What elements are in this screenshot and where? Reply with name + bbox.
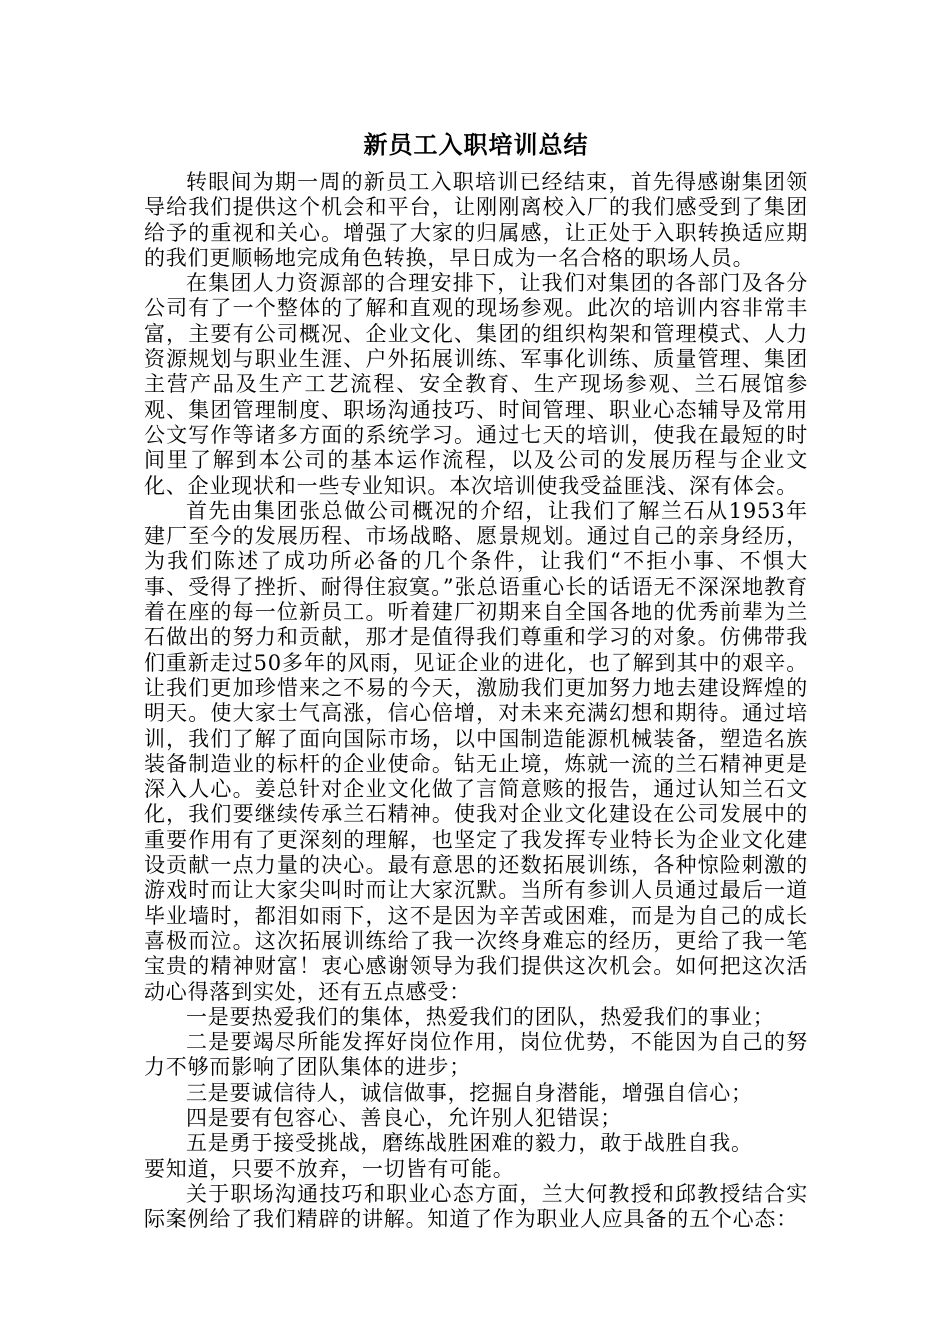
list-item-point-2: 二是要竭尽所能发挥好岗位作用，岗位优势，不能因为自己的努力不够而影响了团队集体的进步； (144, 1030, 808, 1080)
paragraph-never-give-up: 要知道，只要不放弃，一切皆有可能。 (144, 1156, 515, 1181)
paragraph-intro: 转眼间为期一周的新员工入职培训已经结束，首先得感谢集团领导给我们提供这个机会和平台，让刚刚离校入厂的我们感受到了集团给予的重视和关心。增强了大家的归属感，让正处于入职转换适应期的我们更顺畅地完成角色转换，早日成为一名合格的职场人员。 (144, 170, 808, 270)
document-body (144, 170, 808, 1232)
document-title: 新员工入职培训总结 (363, 131, 589, 159)
list-item-point-1: 一是要热爱我们的集体，热爱我们的团队，热爱我们的事业； (186, 1004, 775, 1029)
paragraph-communication-skills: 关于职场沟通技巧和职业心态方面，兰大何教授和邱教授结合实际案例给了我们精辟的讲解。知道了作为职业人应具备的五个心态： (144, 1181, 808, 1232)
paragraph-company-overview: 首先由集团张总做公司概况的介绍，让我们了解兰石从1953年建厂至今的发展历程、市场战略、愿景规划。通过自己的亲身经历，为我们陈述了成功所必备的几个条件，让我们“不拒小事、不惧大事、受得了挫折、耐得住寂寞。”张总语重心长的话语无不深深地教育着在座的每一位新员工。听着建厂初期来自全国各地的优秀前辈为兰石做出的努力和贡献，那才是值得我们尊重和学习的对象。仿佛带我们重新走过50多年的风雨，见证企业的进化，也了解到其中的艰辛。让我们更加珍惜来之不易的今天，激励我们更加努力地去建设辉煌的明天。使大家士气高涨，信心倍增，对未来充满幻想和期待。通过培训，我们了解了面向国际市场，以中国制造能源机械装备，塑造名族装备制造业的标杆的企业使命。钻无止境，炼就一流的兰石精神更是深入人心。姜总针对企业文化做了言简意赅的报告，通过认知兰石文化，我们要继续传承兰石精神。使我对企业文化建设在公司发展中的重要作用有了更深刻的理解，也坚定了我发挥专业特长为企业文化建设贡献一点力量的决心。最有意思的还数拓展训练，各种惊险刺激的游戏时而让大家尖叫时而让大家沉默。当所有参训人员通过最后一道毕业墙时，都泪如雨下，这不是因为辛苦或困难，而是为自己的成长喜极而泣。这次拓展训练给了我一次终身难忘的经历，更给了我一笔宝贵的精神财富！衷心感谢领导为我们提供这次机会。如何把这次活动心得落到实处，还有五点感受： (144, 498, 808, 1004)
list-item-point-3: 三是要诚信待人，诚信做事，挖掘自身潜能，增强自信心； (186, 1080, 753, 1105)
document-page (144, 128, 808, 1232)
paragraph-training-content: 在集团人力资源部的合理安排下，让我们对集团的各部门及各分公司有了一个整体的了解和直观的现场参观。此次的培训内容非常丰富，主要有公司概况、企业文化、集团的组织构架和管理模式、人力资源规划与职业生涯、户外拓展训练、军事化训练、质量管理、集团主营产品及生产工艺流程、安全教育、生产现场参观、兰石展馆参观、集团管理制度、职场沟通技巧、时间管理、职业心态辅导及常用公文写作等诸多方面的系统学习。通过七天的培训，使我在最短的时间里了解到本公司的基本运作流程，以及公司的发展历程与企业文化、企业现状和一些专业知识。本次培训使我受益匪浅、深有体会。 (144, 271, 808, 498)
list-item-point-4: 四是要有包容心、善良心，允许别人犯错误； (186, 1105, 622, 1130)
list-item-point-5: 五是勇于接受挑战，磨练战胜困难的毅力，敢于战胜自我。 (186, 1131, 753, 1156)
